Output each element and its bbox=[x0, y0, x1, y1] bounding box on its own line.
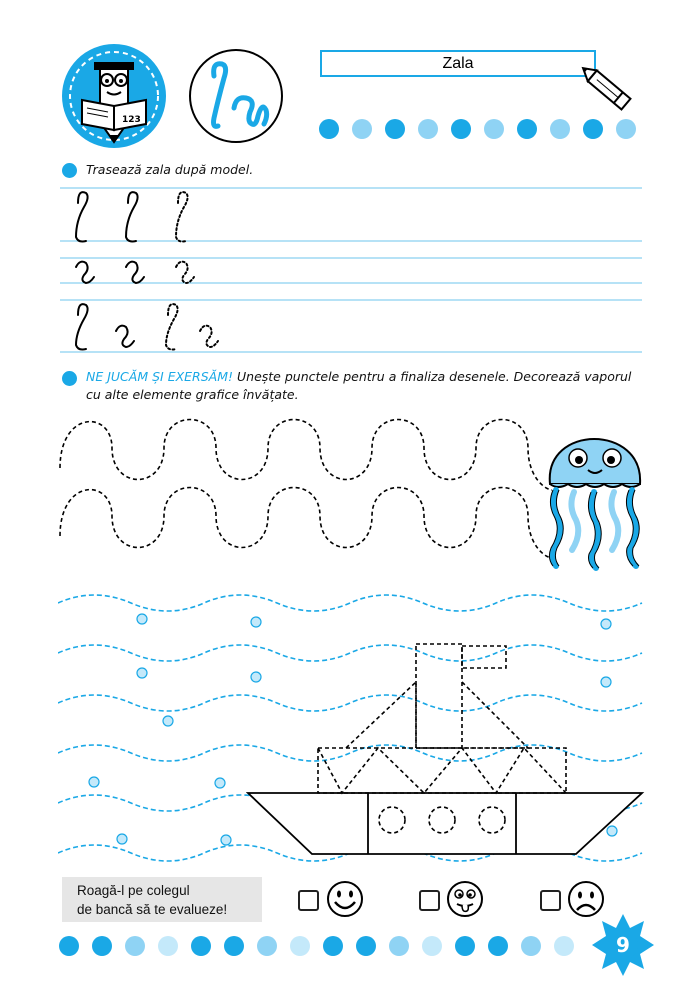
smile-face-icon bbox=[326, 880, 364, 918]
sad-face-icon bbox=[567, 880, 605, 918]
evaluation-box bbox=[62, 877, 262, 922]
jellyfish-icon bbox=[540, 414, 652, 572]
row1-letters bbox=[76, 192, 188, 241]
top-dots-row bbox=[318, 118, 643, 140]
pencil-reading-book-icon bbox=[60, 42, 168, 150]
bottom-dots-row bbox=[58, 934, 578, 958]
row2-letters bbox=[76, 262, 194, 283]
letter-z-cursive-icon bbox=[186, 46, 286, 146]
checkbox-sad[interactable] bbox=[540, 890, 561, 911]
mascot-book-text: 123 bbox=[122, 115, 141, 125]
pencil-icon bbox=[580, 66, 640, 123]
exercise1-instruction: Trasează zala după model. bbox=[86, 162, 254, 177]
evaluation-text-line2: de bancă să te evalueze! bbox=[77, 902, 228, 917]
exercise1-bullet bbox=[62, 163, 77, 178]
letter-model-circle bbox=[186, 46, 286, 151]
exercise2-instruction: Unește punctele pentru a finaliza desenele. Decorează vaporul cu alte elemente grafice învățate. bbox=[86, 369, 632, 402]
checkbox-smile[interactable] bbox=[298, 890, 319, 911]
writing-practice-area bbox=[60, 185, 642, 360]
checkbox-tongue[interactable] bbox=[419, 890, 440, 911]
row3-letters bbox=[76, 304, 218, 349]
exercise2-bullet bbox=[62, 371, 77, 386]
dashed-wave-tracing bbox=[56, 418, 556, 573]
page-number: 9 bbox=[608, 930, 638, 960]
exercise2-instruction-block bbox=[86, 368, 646, 404]
mascot-badge bbox=[60, 42, 168, 155]
exercise2-highlight: NE JUCĂM ȘI EXERSĂM! bbox=[86, 369, 234, 384]
page-title: Zala bbox=[320, 50, 596, 77]
evaluation-text-line1: Roagă-l pe colegul bbox=[77, 883, 190, 898]
ship-drawing bbox=[246, 640, 646, 856]
tongue-face-icon bbox=[446, 880, 484, 918]
